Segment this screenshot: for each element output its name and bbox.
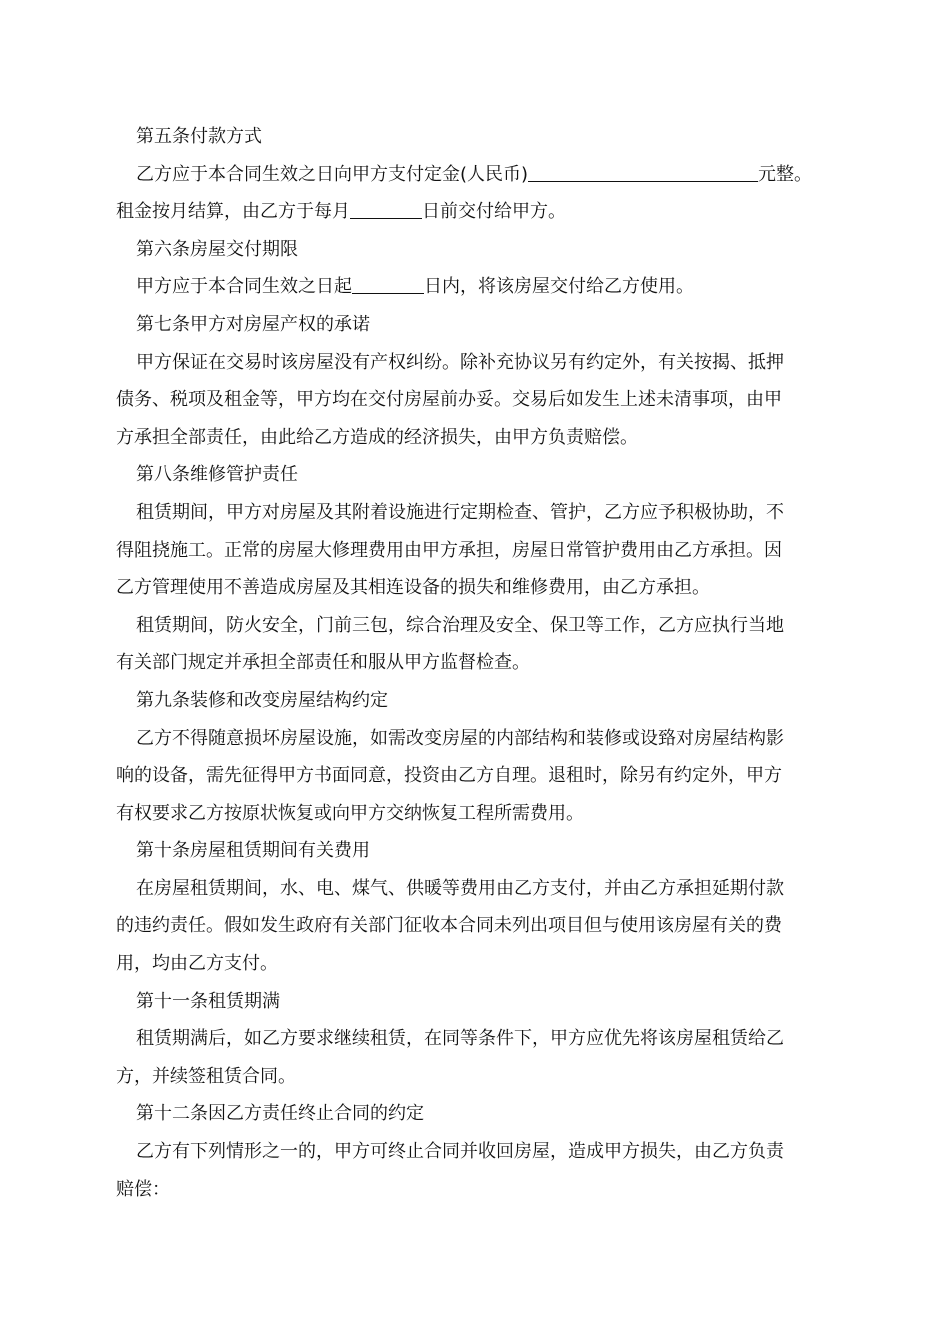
paragraph-line: 乙方不得随意损坏房屋设施，如需改变房屋的内部结构和装修或设臵对房屋结构影: [136, 727, 784, 749]
paragraph-line: 有权要求乙方按原状恢复或向甲方交纳恢复工程所需费用。: [116, 802, 584, 824]
section-5-deposit-line: [116, 156, 856, 194]
section-10-title: 第十条房屋租赁期间有关费用: [136, 840, 370, 862]
section-11-title: 第十一条租赁期满: [136, 990, 280, 1012]
delivery-text-end: 日内，将该房屋交付给乙方使用。: [424, 276, 694, 298]
section-6-title: 第六条房屋交付期限: [136, 238, 298, 260]
rent-day-blank[interactable]: [350, 196, 422, 219]
deposit-text: 乙方应于本合同生效之日向甲方支付定金(人民币): [136, 163, 529, 185]
paragraph-line: 方，并续签租赁合同。: [116, 1065, 296, 1087]
paragraph-line: 的违约责任。假如发生政府有关部门征收本合同未列出项目但与使用该房屋有关的费: [116, 915, 782, 937]
paragraph-line: 租赁期间，防火安全，门前三包，综合治理及安全、保卫等工作，乙方应执行当地: [136, 614, 784, 636]
paragraph-line: 有关部门规定并承担全部责任和服从甲方监督检查。: [116, 652, 530, 674]
rent-text-end: 日前交付给甲方。: [422, 201, 566, 223]
delivery-text: 甲方应于本合同生效之日起: [136, 276, 352, 298]
paragraph-line: 甲方保证在交易时该房屋没有产权纠纷。除补充协议另有约定外，有关按揭、抵押: [136, 351, 784, 373]
section-5-title: 第五条付款方式: [136, 126, 262, 147]
section-7-title: 第七条甲方对房屋产权的承诺: [136, 313, 370, 335]
paragraph-line: 债务、税项及租金等，甲方均在交付房屋前办妥。交易后如发生上述未清事项，由甲: [116, 389, 782, 411]
section-8-title: 第八条维修管护责任: [136, 464, 298, 486]
paragraph-line: 赔偿：: [116, 1178, 170, 1200]
deposit-amount-blank[interactable]: [528, 159, 758, 182]
paragraph-line: 响的设备，需先征得甲方书面同意，投资由乙方自理。退租时，除另有约定外，甲方: [116, 765, 782, 787]
paragraph-line: 乙方管理使用不善造成房屋及其相连设备的损失和维修费用，由乙方承担。: [116, 577, 710, 599]
section-12-title: 第十二条因乙方责任终止合同的约定: [136, 1103, 424, 1125]
section-9-title: 第九条装修和改变房屋结构约定: [136, 689, 388, 711]
section-6-line: [116, 268, 856, 306]
paragraph-line: 在房屋租赁期间，水、电、煤气、供暖等费用由乙方支付，并由乙方承担延期付款: [136, 877, 784, 899]
document-body: [116, 118, 856, 1208]
deposit-unit-text: 元整。: [758, 163, 813, 185]
rent-text: 租金按月结算，由乙方于每月: [116, 201, 350, 223]
delivery-days-blank[interactable]: [352, 271, 424, 294]
paragraph-line: 租赁期间，甲方对房屋及其附着设施进行定期检查、管护，乙方应予积极协助，不: [136, 501, 784, 523]
paragraph-line: 租赁期满后，如乙方要求继续租赁，在同等条件下，甲方应优先将该房屋租赁给乙: [136, 1028, 784, 1050]
section-5-rent-line: [116, 193, 856, 231]
paragraph-line: 得阻挠施工。正常的房屋大修理费用由甲方承担，房屋日常管护费用由乙方承担。因: [116, 539, 782, 561]
paragraph-line: 方承担全部责任，由此给乙方造成的经济损失，由甲方负责赔偿。: [116, 426, 638, 448]
paragraph-line: 乙方有下列情形之一的，甲方可终止合同并收回房屋，造成甲方损失，由乙方负责: [136, 1141, 784, 1163]
paragraph-line: 用，均由乙方支付。: [116, 953, 278, 975]
